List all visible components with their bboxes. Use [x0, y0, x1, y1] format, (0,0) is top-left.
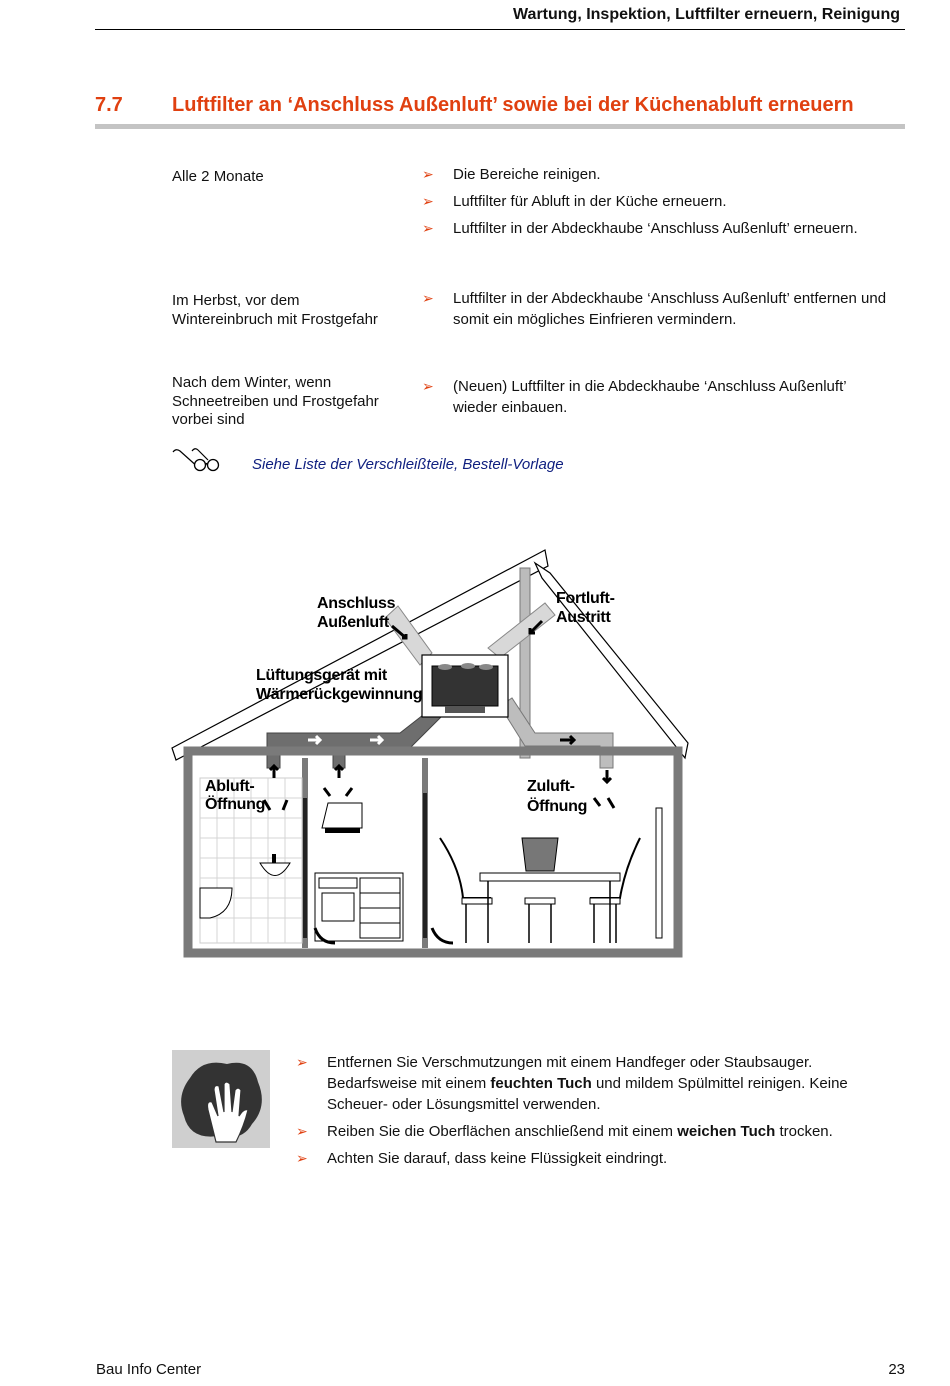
list-item: ➢ Die Bereiche reinigen.: [422, 166, 601, 183]
label-unit: Lüftungsgerät mit: [256, 667, 387, 684]
cleaning-cloth-icon: [172, 1050, 270, 1148]
cleaning-instructions: [296, 1052, 896, 1175]
label-extract-2: Öffnung: [205, 796, 266, 813]
list-item: ➢ Entfernen Sie Verschmutzungen mit einem Handfeger oder Staubsauger. Bedarfsweise mit einem feuchten Tuch und mildem Spülmittel reinigen. Keine Scheuer- oder Lösungsmittel verwenden.: [296, 1054, 848, 1113]
label-supply-2: Öffnung: [527, 798, 588, 815]
ventilation-unit: [422, 655, 508, 717]
schedule-when-2: Im Herbst, vor dem Wintereinbruch mit Frostgefahr: [172, 292, 378, 328]
schedule-actions-1: [422, 164, 892, 245]
duct-extract: [267, 708, 442, 768]
label-supply: Zuluft-: [527, 778, 575, 795]
arrow-bullet-icon: ➢: [296, 1123, 308, 1139]
page-number: 23: [888, 1361, 905, 1378]
arrow-bullet-icon: ➢: [296, 1150, 308, 1166]
arrow-bullet-icon: ➢: [422, 220, 434, 236]
schedule-when-3: Nach dem Winter, wenn Schneetreiben und Frostgefahr vorbei sind: [172, 374, 379, 428]
arrow-bullet-icon: ➢: [422, 378, 434, 394]
list-item: ➢ Luftfilter in der Abdeckhaube ‘Anschluss Außenluft’ erneuern.: [422, 220, 858, 237]
header-rule: [95, 29, 905, 30]
arrow-bullet-icon: ➢: [296, 1054, 308, 1070]
kitchen: [315, 803, 403, 941]
running-header: Wartung, Inspektion, Luftfilter erneuern, Reinigung: [513, 6, 900, 23]
label-unit-2: Wärmerückgewinnung: [256, 686, 423, 703]
list-item: ➢ Luftfilter für Abluft in der Küche erneuern.: [422, 193, 727, 210]
section-number: 7.7: [95, 94, 123, 116]
label-extract: Abluft-: [205, 778, 255, 795]
list-item: ➢ Reiben Sie die Oberflächen anschließend mit einem weichen Tuch trocken.: [296, 1123, 833, 1140]
arrow-bullet-icon: ➢: [422, 290, 434, 306]
glasses-icon: [172, 447, 222, 475]
list-item: ➢ Luftfilter in der Abdeckhaube ‘Anschluss Außenluft’ entfernen und somit ein mögliches Einfrieren vermindern.: [422, 290, 887, 328]
label-exhaust-2: Austritt: [556, 609, 611, 626]
reference-link[interactable]: Siehe Liste der Verschleißteile, Bestell-Vorlage: [252, 456, 564, 473]
schedule-actions-2: [422, 288, 892, 336]
label-exhaust: Fortluft-: [556, 590, 615, 607]
list-item: ➢ (Neuen) Luftfilter in die Abdeckhaube ‘Anschluss Außenluft’ wieder einbauen.: [422, 378, 847, 416]
title-rule: [95, 124, 905, 129]
footer-publisher: Bau Info Center: [96, 1361, 202, 1378]
arrow-bullet-icon: ➢: [422, 166, 434, 182]
label-outside-air-2: Außenluft: [317, 614, 389, 631]
section-title: Luftfilter an ‘Anschluss Außenluft’ sowie bei der Küchenabluft erneuern: [172, 94, 854, 116]
duct-supply: [500, 698, 613, 768]
arrow-bullet-icon: ➢: [422, 193, 434, 209]
ventilation-diagram: [170, 548, 700, 958]
dining-set: [440, 808, 662, 943]
label-outside-air: Anschluss: [317, 595, 396, 612]
list-item: ➢ Achten Sie darauf, dass keine Flüssigkeit eindringt.: [296, 1150, 668, 1167]
schedule-when-1: Alle 2 Monate: [172, 168, 264, 185]
schedule-actions-3: [422, 376, 892, 424]
